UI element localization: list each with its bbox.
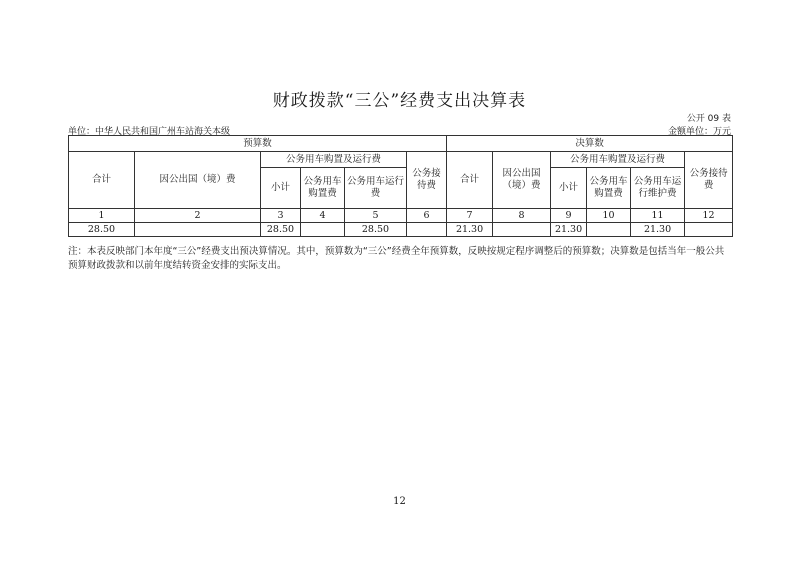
final-reception-header: 公务接待费	[685, 152, 733, 209]
budget-subtotal-value: 28.50	[261, 223, 301, 237]
budget-header: 预算数	[69, 136, 447, 152]
budget-subtotal-header: 小计	[261, 168, 301, 209]
column-number: 7	[447, 209, 493, 223]
final-vehicle-group-header: 公务用车购置及运行费	[551, 152, 685, 168]
budget-total-header: 合计	[69, 152, 135, 209]
data-row	[69, 223, 733, 237]
column-number: 3	[261, 209, 301, 223]
budget-abroad-value	[135, 223, 261, 237]
final-total-value: 21.30	[447, 223, 493, 237]
reporting-unit: 单位：中华人民共和国广州车站海关本级	[68, 127, 231, 137]
budget-reception-value	[407, 223, 447, 237]
final-vehicle-operation-maint-header: 公务用车运行维护费	[631, 168, 685, 209]
column-number: 5	[345, 209, 407, 223]
column-number: 4	[301, 209, 345, 223]
column-number: 11	[631, 209, 685, 223]
final-total-header: 合计	[447, 152, 493, 209]
final-header: 决算数	[447, 136, 733, 152]
form-number: 公开 09 表	[686, 114, 731, 124]
budget-vehicle-group-header: 公务用车购置及运行费	[261, 152, 407, 168]
page-number: 12	[393, 496, 406, 507]
final-vehicle-operation-value: 21.30	[631, 223, 685, 237]
budget-reception-header: 公务接待费	[407, 152, 447, 209]
budget-abroad-header: 因公出国（境）费	[135, 152, 261, 209]
header-row-1	[69, 136, 733, 152]
final-abroad-value	[493, 223, 551, 237]
final-subtotal-value: 21.30	[551, 223, 587, 237]
three-public-expenses-table	[68, 135, 733, 237]
column-number: 6	[407, 209, 447, 223]
header-row-2	[69, 152, 733, 168]
final-abroad-header: 因公出国（境）费	[493, 152, 551, 209]
column-number: 1	[69, 209, 135, 223]
column-number: 12	[685, 209, 733, 223]
budget-vehicle-operation-value: 28.50	[345, 223, 407, 237]
page-title: 财政拨款“三公”经费支出决算表	[272, 91, 527, 111]
column-number: 9	[551, 209, 587, 223]
budget-vehicle-purchase-header: 公务用车购置费	[301, 168, 345, 209]
column-number-row	[69, 209, 733, 223]
budget-vehicle-purchase-value	[301, 223, 345, 237]
budget-total-value: 28.50	[69, 223, 135, 237]
column-number: 10	[587, 209, 631, 223]
final-subtotal-header: 小计	[551, 168, 587, 209]
budget-vehicle-operation-header: 公务用车运行费	[345, 168, 407, 209]
table-note: 注：本表反映部门本年度“三公”经费支出预决算情况。其中，预算数为“三公”经费全年预算数，反映按规定程序调整后的预算数；决算数是包括当年一般公共预算财政拨款和以前年度结转资金安排的实际支出。	[68, 246, 725, 271]
column-number: 2	[135, 209, 261, 223]
final-vehicle-purchase-header: 公务用车购置费	[587, 168, 631, 209]
amount-unit: 金额单位：万元	[667, 127, 731, 137]
final-reception-value	[685, 223, 733, 237]
final-vehicle-purchase-value	[587, 223, 631, 237]
column-number: 8	[493, 209, 551, 223]
